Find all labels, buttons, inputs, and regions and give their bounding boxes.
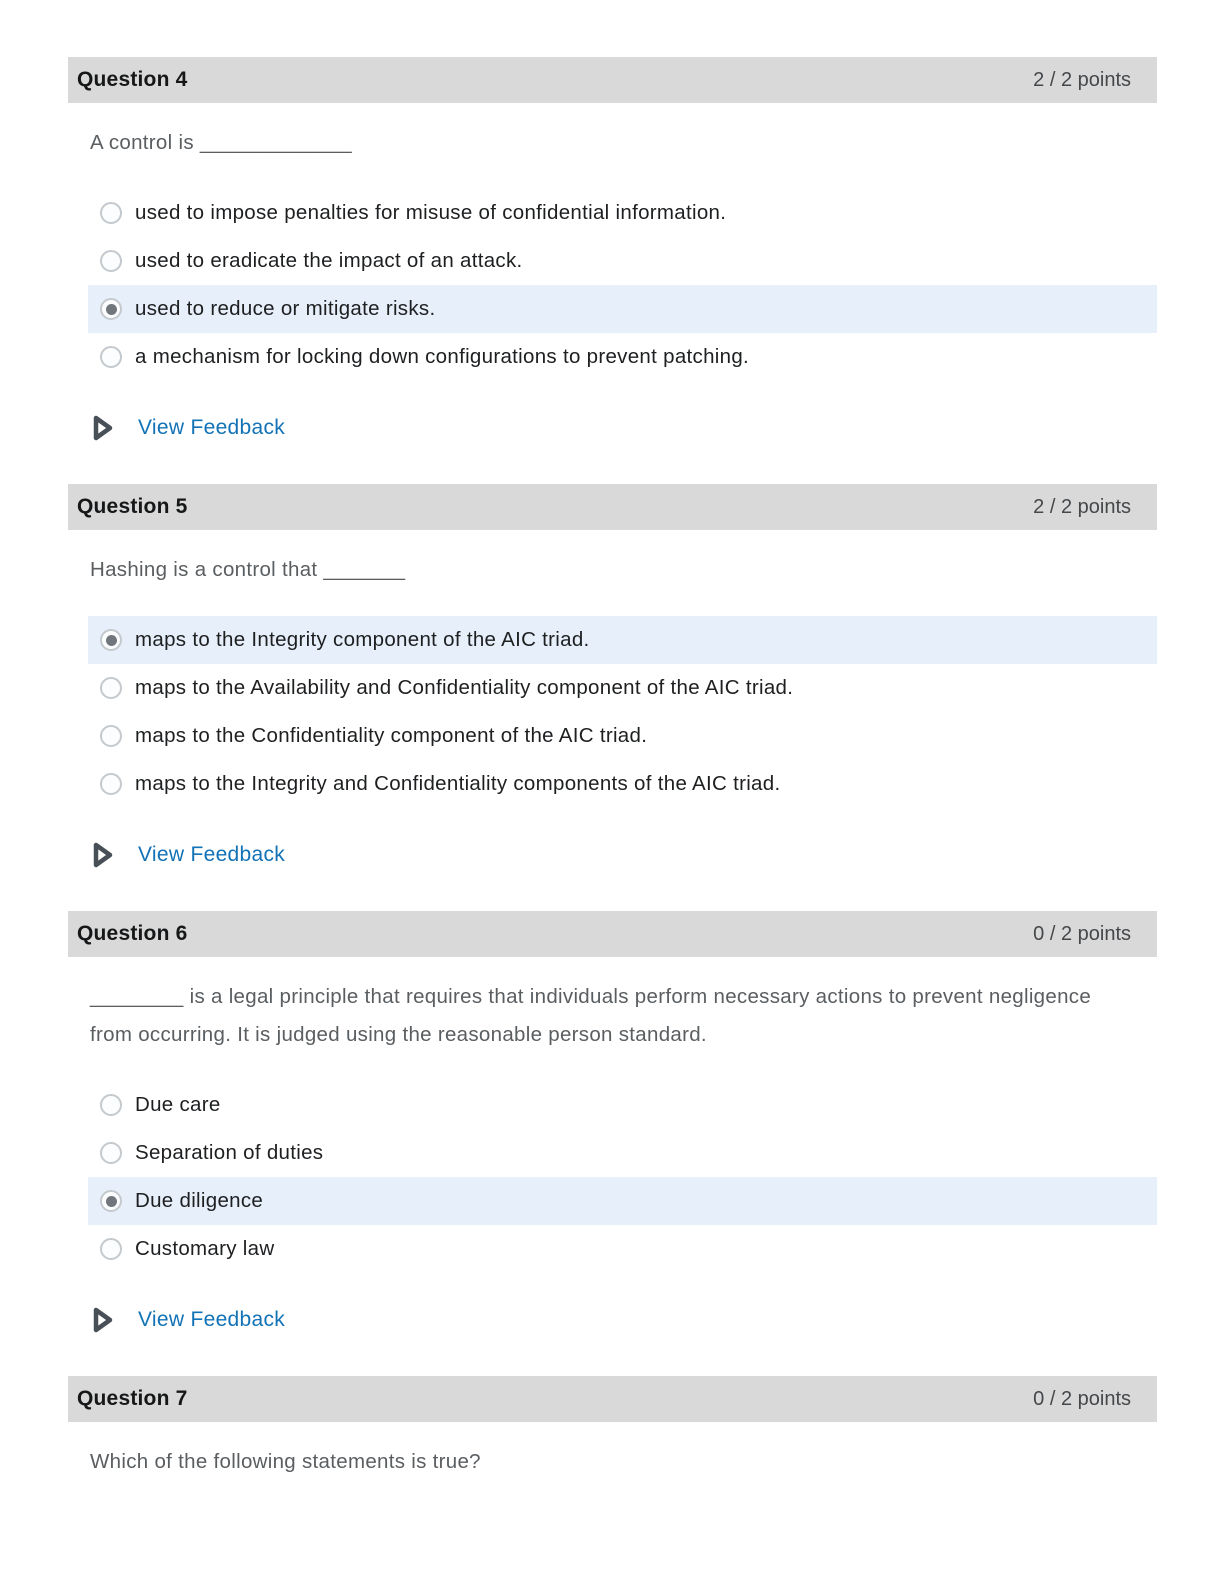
triangle-right-icon	[92, 414, 114, 442]
option-label: Customary law	[135, 1237, 275, 1260]
question-header	[68, 911, 1157, 957]
option-label: maps to the Availability and Confidentiality component of the AIC triad.	[135, 676, 794, 699]
option-row[interactable]	[88, 189, 1157, 237]
option-label: Due diligence	[135, 1189, 264, 1212]
question-header	[68, 1376, 1157, 1422]
radio-button-icon[interactable]	[100, 677, 122, 699]
question-header	[68, 484, 1157, 530]
feedback-row	[92, 841, 1157, 869]
radio-button-icon[interactable]	[100, 298, 122, 320]
radio-button-icon[interactable]	[100, 1142, 122, 1164]
question-points: 0 / 2 points	[1033, 1387, 1131, 1410]
question-title: Question 4	[77, 68, 188, 91]
radio-button-icon[interactable]	[100, 1238, 122, 1260]
option-row[interactable]	[88, 664, 1157, 712]
option-label: maps to the Confidentiality component of the AIC triad.	[135, 724, 648, 747]
option-row[interactable]	[88, 333, 1157, 381]
option-row[interactable]	[88, 1177, 1157, 1225]
radio-button-icon[interactable]	[100, 250, 122, 272]
options-list	[68, 1081, 1157, 1273]
option-row[interactable]	[88, 616, 1157, 664]
options-list	[68, 189, 1157, 381]
option-row[interactable]	[88, 1225, 1157, 1273]
feedback-row	[92, 414, 1157, 442]
question-header	[68, 57, 1157, 103]
question-text: Which of the following statements is true?	[90, 1450, 481, 1473]
radio-button-icon[interactable]	[100, 725, 122, 747]
question-title: Question 7	[77, 1387, 188, 1410]
triangle-right-icon	[92, 841, 114, 869]
option-label: used to eradicate the impact of an attack.	[135, 249, 523, 272]
option-row[interactable]	[88, 712, 1157, 760]
radio-button-icon[interactable]	[100, 346, 122, 368]
question-section	[68, 57, 1157, 442]
radio-dot	[106, 635, 117, 646]
question-text: Hashing is a control that _______	[90, 558, 406, 581]
option-row[interactable]	[88, 237, 1157, 285]
question-text: A control is _____________	[90, 131, 352, 154]
question-title: Question 6	[77, 922, 188, 945]
question-points: 2 / 2 points	[1033, 495, 1131, 518]
option-row[interactable]	[88, 1081, 1157, 1129]
view-feedback-label: View Feedback	[138, 843, 286, 866]
option-row[interactable]	[88, 285, 1157, 333]
option-label: a mechanism for locking down configurations to prevent patching.	[135, 345, 750, 368]
option-label: maps to the Integrity component of the AIC triad.	[135, 628, 590, 651]
view-feedback-label: View Feedback	[138, 1308, 286, 1331]
triangle-right-icon	[92, 1306, 114, 1334]
radio-button-icon[interactable]	[100, 202, 122, 224]
questions-container	[68, 57, 1157, 1481]
view-feedback-link[interactable]	[92, 841, 285, 869]
option-label: used to impose penalties for misuse of confidential information.	[135, 201, 727, 224]
option-label: used to reduce or mitigate risks.	[135, 297, 436, 320]
question-points: 0 / 2 points	[1033, 922, 1131, 945]
radio-dot	[106, 1196, 117, 1207]
view-feedback-label: View Feedback	[138, 416, 286, 439]
option-row[interactable]	[88, 1129, 1157, 1177]
question-section	[68, 1376, 1157, 1481]
feedback-row	[92, 1306, 1157, 1334]
radio-button-icon[interactable]	[100, 1190, 122, 1212]
radio-dot	[106, 304, 117, 315]
question-section	[68, 484, 1157, 869]
question-section	[68, 911, 1157, 1334]
view-feedback-link[interactable]	[92, 414, 285, 442]
radio-button-icon[interactable]	[100, 629, 122, 651]
option-label: Due care	[135, 1093, 221, 1116]
radio-button-icon[interactable]	[100, 773, 122, 795]
question-text: ________ is a legal principle that requires that individuals perform necessary actions to prevent negligence from occurring. It is judged using the reasonable person standard.	[90, 985, 1092, 1046]
option-label: Separation of duties	[135, 1141, 324, 1164]
radio-button-icon[interactable]	[100, 1094, 122, 1116]
options-list	[68, 616, 1157, 808]
question-title: Question 5	[77, 495, 188, 518]
question-points: 2 / 2 points	[1033, 68, 1131, 91]
option-row[interactable]	[88, 760, 1157, 808]
view-feedback-link[interactable]	[92, 1306, 285, 1334]
option-label: maps to the Integrity and Confidentiality components of the AIC triad.	[135, 772, 781, 795]
